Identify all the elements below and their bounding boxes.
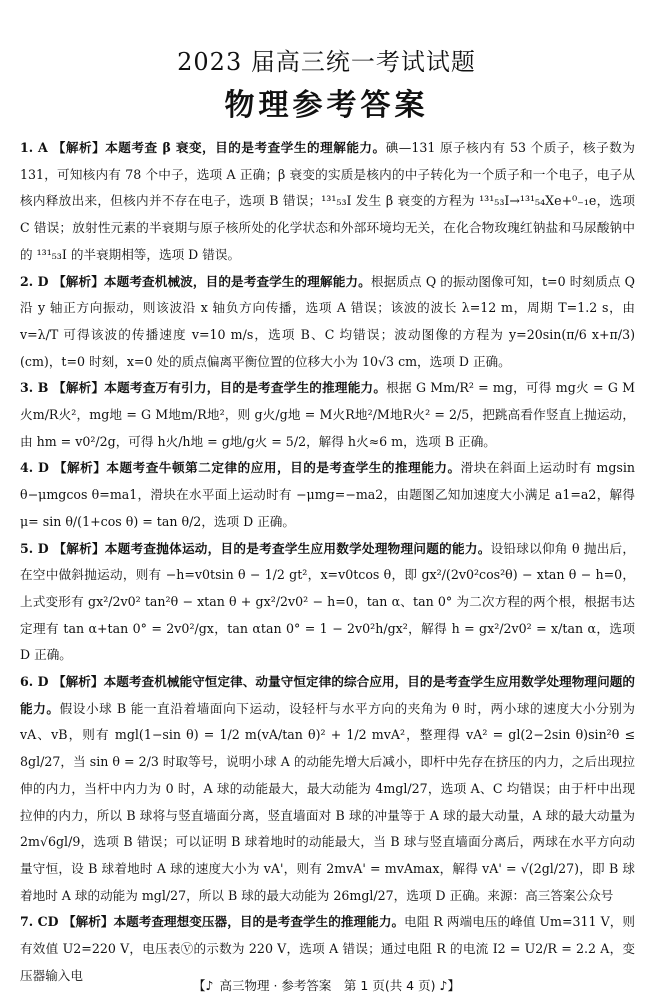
item-text: 根据 G Mm/R² = mg，可得 mg火 = G M火m/R火²，mg地 = G M地m/R地²，则 g火/g地 = M火R地²/M地R火² = 2/5，把跳高看作竖直上抛运动，由 hm = v0²/2g，可得 h火/h地 = g地/g火 = 5/2，解得 h火≈6 m，选项 B 正确。: [20, 380, 635, 449]
answer-item-3: [20, 375, 635, 455]
item-lead: 7. CD 【解析】本题考查理想变压器，目的是考查学生的推理能力。: [20, 914, 405, 930]
exam-title: 2023 届高三统一考试试题: [177, 48, 476, 76]
footer-right-mark: ♪】: [439, 978, 460, 993]
footer-text: 高三物理 · 参考答案 第 1 页(共 4 页): [219, 978, 436, 993]
answer-item-1: [20, 135, 635, 269]
answer-item-2: [20, 269, 635, 376]
answer-item-4: [20, 455, 635, 535]
footer-left-mark: 【♪: [193, 978, 214, 993]
item-text: 电阻 R 两端电压的峰值 Um=311 V，则有效值 U2=220 V，电压表Ⓥ的示数为 220 V，选项 A 错误；通过电阻 R 的电流 I2 = U2/R = 2.2 A，变压器输入电: [20, 914, 635, 983]
item-lead: 5. D 【解析】本题考查抛体运动，目的是考查学生应用数学处理物理问题的能力。: [20, 540, 491, 556]
answer-item-5: [20, 536, 635, 670]
item-lead: 2. D 【解析】本题考查机械波，目的是考查学生的理解能力。: [20, 273, 371, 289]
item-text: 假设小球 B 能一直沿着墙面向下运动，设轻杆与水平方向的夹角为 θ 时，两小球的速度大小分别为 vA、vB，则有 mgl(1−sin θ) = 1/2 m(vA/tan θ)² + 1/2 mvA²，整理得 vA² = gl(2−2sin θ)sin²θ ≤ 8gl/27，当 sin θ = 2/3 时取等号，说明小球 A 的动能先增大后减小，即杆中先存在挤压的内力，之后出现拉伸的内力，当杆中内力为 0 时，A 球的动能最大，最大动能为 4mgl/27，选项 A、C 均错误；由于杆中出现拉伸的内力，所以 B 球将与竖直墙面分离，竖直墙面对 B 球的冲量等于 A 球的最大动量，A 球的最大动量为 2m√6gl/9，选项 B 错误；可以证明 B 球着地时的动能最大，当 B 球与竖直墙面分离后，两球在水平方向动量守恒，设 B 球着地时 A 球的速度大小为 vA'，则有 2mvA' = mvAmax，解得 vA' = √(2gl/27)，即 B 球着地时 A 球的动能为 mgl/27，所以 B 球的最大动能为 26mgl/27，选项 D 正确。来源：高三答案公众号: [20, 700, 635, 903]
page-footer: [0, 976, 653, 994]
item-lead: 1. A 【解析】本题考查 β 衰变，目的是考查学生的理解能力。: [20, 140, 386, 155]
answer-item-6: [20, 669, 635, 909]
item-text: 碘—131 原子核内有 53 个质子，核子数为 131，可知核内有 78 个中子，选项 A 正确；β 衰变的实质是核内的中子转化为一个质子和一个电子，电子从核内释放出来，但核内并不存在电子，选项 B 错误；¹³¹₅₃I 发生 β 衰变的方程为 ¹³¹₅₃I→¹³¹₅₄Xe+⁰₋₁e，选项 C 错误；放射性元素的半衰期与原子核所处的化学状态和外部环境均无关，在化合物玫瑰红钠盐和马尿酸钠中的 ¹³¹₅₃I 的半衰期相等，选项 D 错误。: [20, 140, 635, 262]
item-lead: 4. D 【解析】本题考查牛顿第二定律的应用，目的是考查学生的推理能力。: [20, 460, 461, 476]
answer-title: 物理参考答案: [224, 88, 429, 123]
item-text: 滑块在斜面上运动时有 mgsin θ−μmgcos θ=ma1，滑块在水平面上运动时有 −μmg=−ma2，由题图乙知加速度大小满足 a1=a2，解得 μ= sin θ/(1+cos θ) = tan θ/2，选项 D 正确。: [20, 460, 636, 529]
item-lead: 6. D 【解析】本题考查机械能守恒定律、动量守恒定律的综合应用，目的是考查学生应用数学处理物理问题的能力。: [20, 674, 635, 716]
answer-content: [20, 135, 635, 990]
item-text: 设铅球以仰角 θ 抛出后，在空中做斜抛运动，则有 −h=v0tsin θ − 1/2 gt²，x=v0tcos θ，即 gx²/(2v0²cos²θ) − xtan θ − h=0，上式变形有 gx²/2v0² tan²θ − xtan θ + gx²/2v0² − h=0，tan α、tan 0° 为二次方程的两个根，根据韦达定理有 tan α+tan 0° = 2v0²/gx，tan αtan 0° = 1 − 2v0²h/gx²，解得 h = gx²/2v0² = x/tan α，选项 D 正确。: [20, 540, 635, 663]
item-lead: 3. B 【解析】本题考查万有引力，目的是考查学生的推理能力。: [20, 380, 387, 396]
item-text: 根据质点 Q 的振动图像可知，t=0 时刻质点 Q 沿 y 轴正方向振动，则该波沿 x 轴负方向传播，选项 A 错误；该波的波长 λ=12 m，周期 T=1.2 s，由 v=λ/T 可得该波的传播速度 v=10 m/s，选项 B、C 均错误；波动图像的方程为 y=20sin(π/6 x+π/3)(cm)，t=0 时刻，x=0 处的质点偏离平衡位置的位移大小为 10√3 cm，选项 D 正确。: [20, 273, 635, 369]
